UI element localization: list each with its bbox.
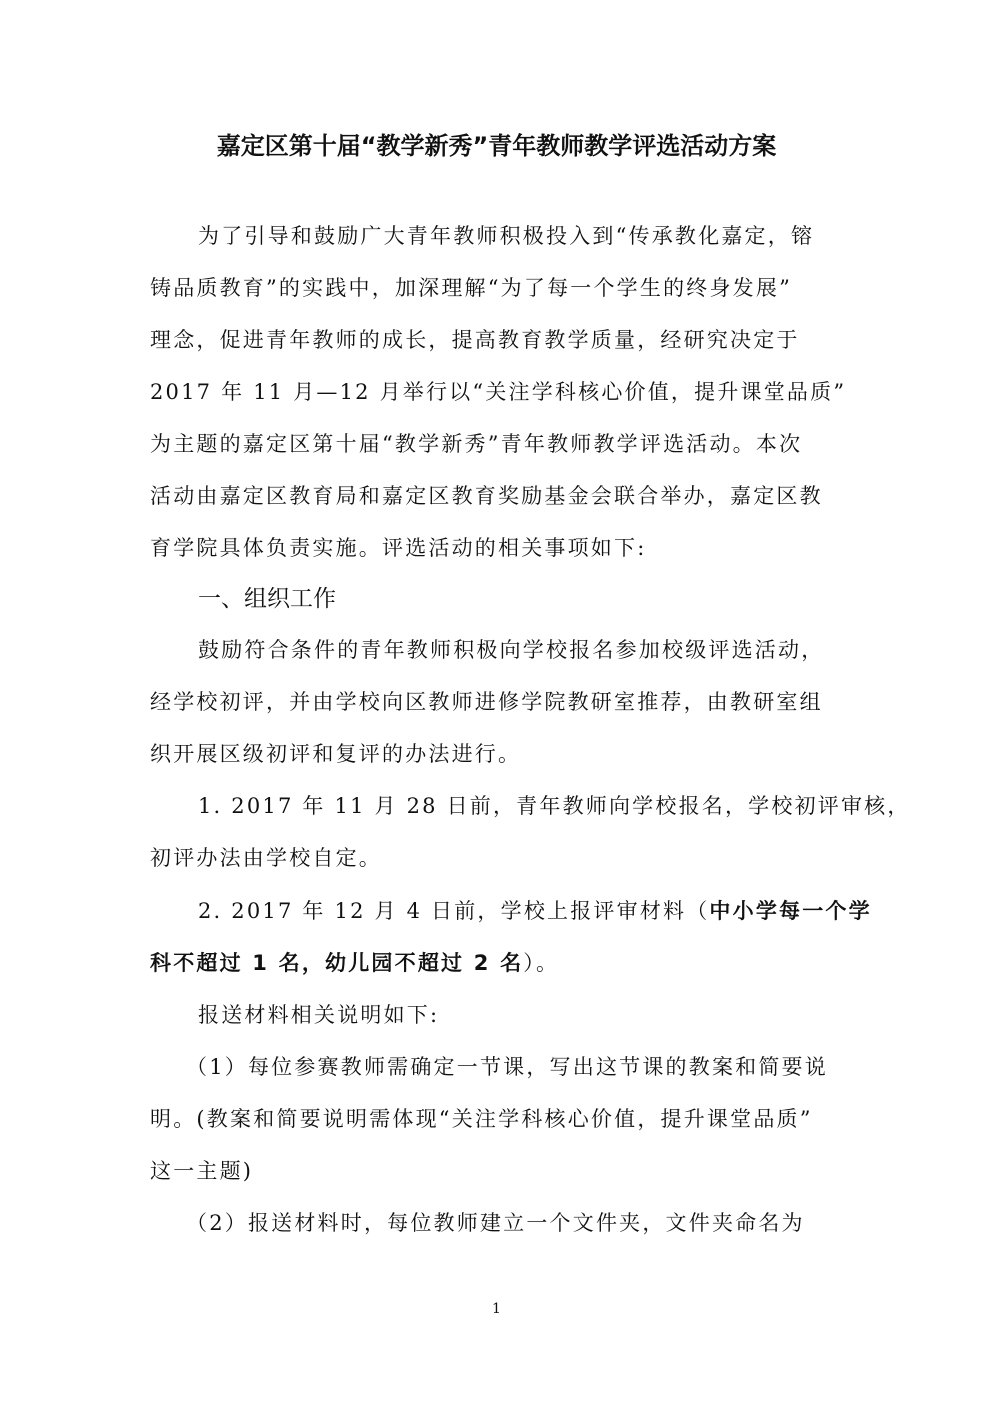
item2-line-1-normal: 2. 2017 年 12 月 4 日前，学校上报评审材料（: [198, 899, 710, 923]
intro-line-6: 活动由嘉定区教育局和嘉定区教育奖励基金会联合举办，嘉定区教: [150, 484, 823, 508]
item2-line-2-normal: ）。: [523, 951, 560, 975]
item2-line-1: [198, 896, 872, 926]
materials-intro: 报送材料相关说明如下:: [198, 1003, 440, 1027]
item1-line-1: 1. 2017 年 11 月 28 日前，青年教师向学校报名，学校初评审核，: [198, 794, 911, 818]
sub1-line-2: 明。(教案和简要说明需体现“关注学科核心价值，提升课堂品质”: [150, 1107, 813, 1131]
item1-line-2: 初评办法由学校自定。: [150, 846, 382, 870]
section-para-line-2: 经学校初评，并由学校向区教师进修学院教研室推荐，由教研室组: [150, 690, 823, 714]
item2-line-2-bold: 科不超过 1 名，幼儿园不超过 2 名: [150, 951, 524, 975]
sub2-line-1: （2）报送材料时，每位教师建立一个文件夹，文件夹命名为: [186, 1211, 805, 1235]
document-title: 嘉定区第十届“教学新秀”青年教师教学评选活动方案: [216, 132, 777, 160]
item2-line-1-bold: 中小学每一个学: [709, 899, 872, 923]
intro-line-1: 为了引导和鼓励广大青年教师积极投入到“传承教化嘉定，镕: [198, 224, 815, 248]
intro-line-3: 理念，促进青年教师的成长，提高教育教学质量，经研究决定于: [150, 328, 800, 352]
intro-line-2: 铸品质教育”的实践中，加深理解“为了每一个学生的终身发展”: [150, 276, 793, 300]
intro-line-7: 育学院具体负责实施。评选活动的相关事项如下:: [150, 536, 647, 560]
item2-line-2: [150, 948, 559, 978]
section-para-line-3: 织开展区级初评和复评的办法进行。: [150, 742, 522, 766]
intro-line-5: 为主题的嘉定区第十届“教学新秀”青年教师教学评选活动。本次: [150, 432, 803, 456]
section-para-line-1: 鼓励符合条件的青年教师积极向学校报名参加校级评选活动，: [198, 638, 825, 662]
sub1-line-1: （1）每位参赛教师需确定一节课，写出这节课的教案和简要说: [186, 1055, 828, 1079]
page-number: 1: [492, 1301, 501, 1317]
section-heading-organization: 一、组织工作: [198, 586, 336, 612]
intro-line-4: 2017 年 11 月—12 月举行以“关注学科核心价值，提升课堂品质”: [150, 380, 847, 404]
sub1-line-3: 这一主题): [150, 1159, 254, 1183]
